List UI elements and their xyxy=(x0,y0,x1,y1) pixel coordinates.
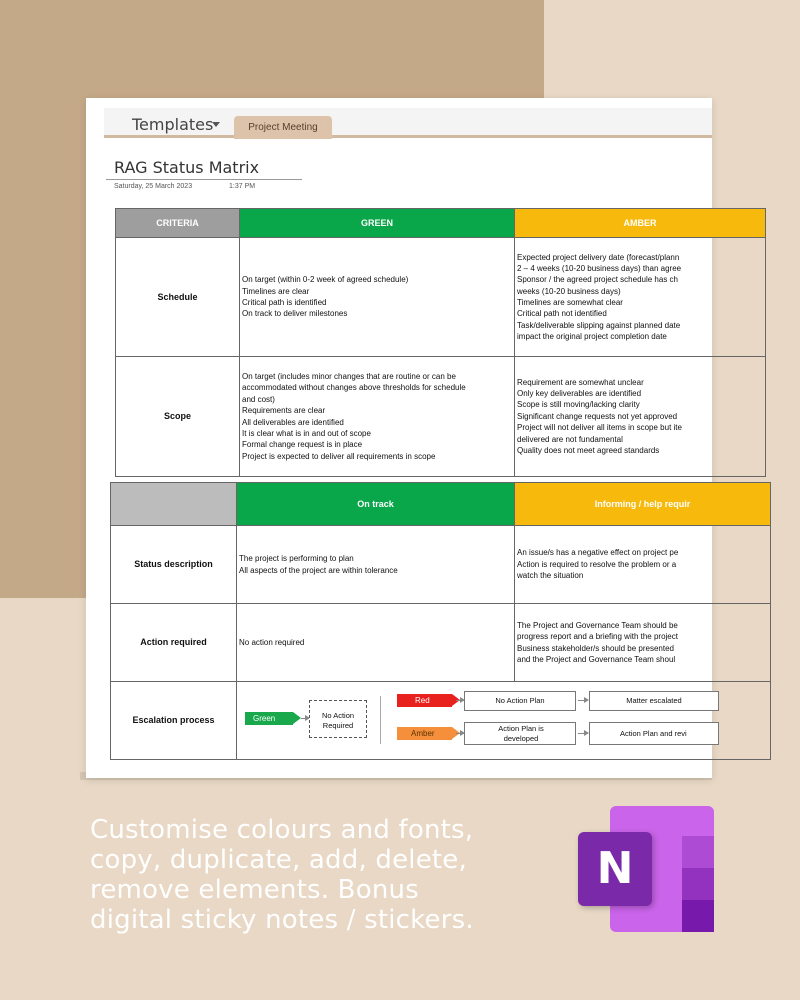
cell-line: On track to deliver milestones xyxy=(242,309,348,319)
promo-line: digital sticky notes / stickers. xyxy=(90,905,474,935)
cell-line: and the Project and Governance Team shoul xyxy=(517,654,676,664)
escalation-diagram-cell[interactable] xyxy=(237,682,771,760)
cell-line: Requirements are clear xyxy=(242,406,326,416)
criteria-scope[interactable]: Scope xyxy=(116,357,240,477)
no-action-required-box[interactable] xyxy=(309,700,367,738)
action-green-cell[interactable] xyxy=(237,604,515,682)
scope-green-cell[interactable] xyxy=(240,357,515,477)
connector-arrow xyxy=(456,733,464,734)
red-arrow-tag[interactable] xyxy=(397,694,452,707)
escalation-diagram xyxy=(237,682,770,759)
cell-line: Task/deliverable slipping against planned date xyxy=(517,320,681,330)
cell-line: Critical path is identified xyxy=(242,298,327,307)
cell-line: Expected project delivery date (forecast/plann xyxy=(517,252,680,262)
header-informing[interactable]: Informing / help requir xyxy=(515,483,771,526)
logo-stripe xyxy=(682,868,714,900)
action-amber-cell[interactable] xyxy=(515,604,771,682)
row-action-required[interactable]: Action required xyxy=(111,604,237,682)
header-amber[interactable]: AMBER xyxy=(515,209,766,238)
templates-menu[interactable]: Templates xyxy=(132,115,214,134)
connector-arrow xyxy=(578,733,588,734)
red-tag-label: Red xyxy=(415,696,430,705)
promo-text xyxy=(90,815,530,935)
cell-line: weeks (10-20 business days) xyxy=(517,286,621,296)
cell-line: The Project and Governance Team should be xyxy=(517,620,678,630)
action-plan-developed-label: Action Plan is developed xyxy=(498,724,544,743)
cell-line: Only key deliverables are identified xyxy=(517,389,642,399)
cell-line: Formal change request is in place xyxy=(242,440,363,450)
cell-line: Project is expected to deliver all requirements in scope xyxy=(242,451,436,461)
onenote-logo-letter: N xyxy=(578,832,652,906)
amber-arrow-tag[interactable] xyxy=(397,727,452,740)
page-title[interactable]: RAG Status Matrix xyxy=(114,158,260,177)
cell-line: No action required xyxy=(239,637,305,647)
row-status-description[interactable]: Status description xyxy=(111,526,237,604)
cell-line: On target (includes minor changes that are routine or can be xyxy=(242,372,456,382)
section-tab-bar xyxy=(104,108,712,138)
amber-tag-label: Amber xyxy=(411,729,435,738)
cell-line: An issue/s has a negative effect on project pe xyxy=(517,548,679,558)
cell-line: Business stakeholder/s should be presented xyxy=(517,643,674,653)
table-row xyxy=(111,604,771,682)
onenote-page-card xyxy=(86,98,712,778)
cell-line: impact the original project completion date xyxy=(517,332,667,342)
cell-line: It is clear what is in and out of scope xyxy=(242,428,371,438)
cell-line: On target (within 0-2 week of agreed schedule) xyxy=(242,275,409,285)
chevron-down-icon[interactable] xyxy=(212,122,220,127)
escalation-divider xyxy=(380,696,381,744)
header-green[interactable]: GREEN xyxy=(240,209,515,238)
no-action-required-label: No Action Required xyxy=(321,711,355,730)
title-divider xyxy=(106,179,302,180)
promo-line: copy, duplicate, add, delete, xyxy=(90,845,467,875)
green-arrow-tag[interactable] xyxy=(245,712,293,725)
connector-arrow xyxy=(301,718,309,719)
status-amber-cell[interactable] xyxy=(515,526,771,604)
cell-line: Quality does not meet agreed standards xyxy=(517,445,660,455)
schedule-green-cell[interactable] xyxy=(240,238,515,357)
table-row xyxy=(116,238,766,357)
action-plan-review-label: Action Plan and revi xyxy=(620,729,687,738)
cell-line: accommodated without changes above thresholds for schedule xyxy=(242,383,466,393)
cell-line: All aspects of the project are within tolerance xyxy=(239,565,398,575)
cell-line: delivered are not fundamental xyxy=(517,434,623,444)
page-time: 1:37 PM xyxy=(229,183,256,190)
logo-stripe xyxy=(682,836,714,868)
cell-line: The project is performing to plan xyxy=(239,554,354,564)
logo-stripe xyxy=(682,900,714,932)
cell-line: watch the situation xyxy=(517,571,584,581)
table-row xyxy=(111,682,771,760)
connector-arrow xyxy=(456,700,464,701)
action-plan-review-box[interactable] xyxy=(589,722,719,745)
table-row xyxy=(111,526,771,604)
cell-line: Significant change requests not yet approved xyxy=(517,411,678,421)
no-action-plan-label: No Action Plan xyxy=(495,696,545,705)
action-plan-developed-box[interactable] xyxy=(464,722,576,745)
cell-line: Action is required to resolve the problem or a xyxy=(517,559,677,569)
criteria-schedule[interactable]: Schedule xyxy=(116,238,240,357)
cell-line: progress report and a briefing with the project xyxy=(517,632,678,642)
matter-escalated-box[interactable] xyxy=(589,691,719,711)
connector-arrow xyxy=(578,700,588,701)
header-blank xyxy=(111,483,237,526)
cell-line: Timelines are clear xyxy=(242,286,310,296)
header-criteria[interactable]: CRITERIA xyxy=(116,209,240,238)
promo-line: Customise colours and fonts, xyxy=(90,815,474,845)
rag-criteria-table xyxy=(115,208,712,461)
page-date: Saturday, 25 March 2023 xyxy=(114,183,193,190)
cell-line: and cost) xyxy=(242,394,275,404)
cell-line: 2 – 4 weeks (10-20 business days) than agree xyxy=(517,263,682,273)
scope-amber-cell[interactable] xyxy=(515,357,766,477)
schedule-amber-cell[interactable] xyxy=(515,238,766,357)
no-action-plan-box[interactable] xyxy=(464,691,576,711)
matter-escalated-label: Matter escalated xyxy=(626,696,682,705)
promo-line: remove elements. Bonus xyxy=(90,875,419,905)
status-green-cell[interactable] xyxy=(237,526,515,604)
cell-line: Sponsor / the agreed project schedule has ch xyxy=(517,275,678,285)
cell-line: Timelines are somewhat clear xyxy=(517,298,623,307)
cell-line: Scope is still moving/lacking clarity xyxy=(517,400,640,410)
cell-line: All deliverables are identified xyxy=(242,417,344,427)
cell-line: Requirement are somewhat unclear xyxy=(517,377,644,387)
onenote-logo-icon xyxy=(578,806,714,932)
green-tag-label: Green xyxy=(253,714,276,723)
cell-line: Project will not deliver all items in scope but ite xyxy=(517,423,682,433)
status-table xyxy=(110,482,712,762)
table-row xyxy=(116,357,766,477)
tab-project-meeting[interactable]: Project Meeting xyxy=(234,116,332,139)
header-on-track[interactable]: On track xyxy=(237,483,515,526)
cell-line: Critical path not identified xyxy=(517,309,607,319)
row-escalation-process[interactable]: Escalation process xyxy=(111,682,237,760)
